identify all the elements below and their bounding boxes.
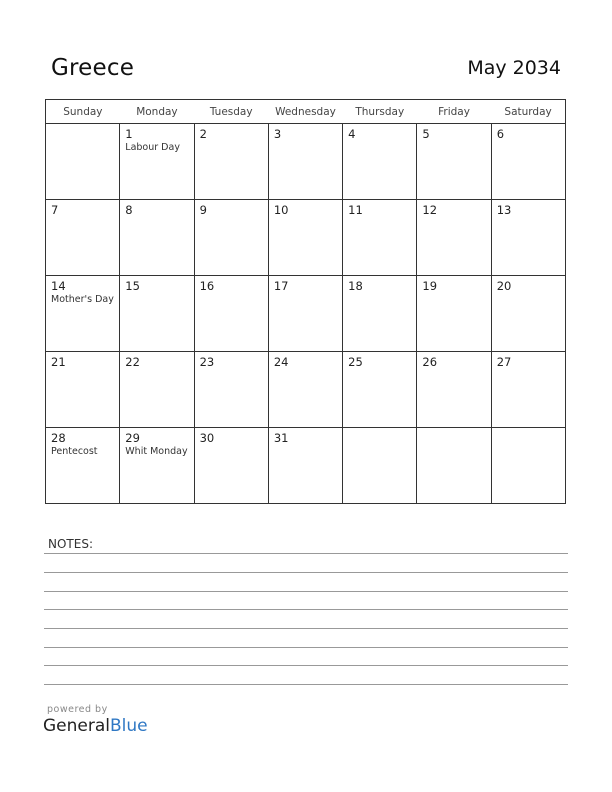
- day-cell: [491, 276, 565, 352]
- empty-day-cell: [417, 428, 491, 504]
- day-number: 28: [51, 431, 66, 445]
- note-line: [44, 665, 568, 666]
- weekday-saturday: Saturday: [491, 100, 565, 124]
- day-number: 20: [496, 279, 512, 293]
- day-number: 24: [273, 355, 289, 369]
- day-number: 14: [51, 279, 66, 293]
- country-title: Greece: [51, 55, 135, 81]
- day-number: 8: [125, 203, 133, 217]
- day-cell: [120, 428, 194, 504]
- weekday-wednesday: Wednesday: [268, 100, 342, 124]
- day-number: 3: [273, 127, 282, 141]
- day-number: 19: [422, 279, 438, 293]
- day-number: 29: [125, 431, 140, 445]
- day-number: 22: [125, 355, 140, 369]
- weekday-monday: Monday: [120, 100, 194, 124]
- week-row: [46, 428, 566, 504]
- week-row: [46, 352, 566, 428]
- day-cell: [194, 124, 268, 200]
- day-number: 18: [348, 279, 363, 293]
- day-cell: [268, 124, 342, 200]
- day-cell: [268, 276, 342, 352]
- day-number: 21: [51, 355, 66, 369]
- day-number: 10: [273, 203, 289, 217]
- day-cell: [194, 352, 268, 428]
- day-number: 13: [496, 203, 512, 217]
- day-cell: [491, 124, 565, 200]
- holiday-label: Mother's Day: [51, 294, 114, 305]
- day-cell: [46, 352, 120, 428]
- day-number: 2: [199, 127, 207, 141]
- day-cell: [343, 352, 417, 428]
- note-line: [44, 647, 568, 648]
- day-cell: [46, 428, 120, 504]
- logo-blue-text: Blue: [110, 716, 148, 736]
- week-row: [46, 200, 566, 276]
- weekday-tuesday: Tuesday: [194, 100, 268, 124]
- empty-day-cell: [491, 428, 565, 504]
- day-number: 11: [348, 203, 363, 217]
- day-cell: [417, 200, 491, 276]
- weekday-sunday: Sunday: [46, 100, 120, 124]
- day-cell: [120, 352, 194, 428]
- note-line: [44, 591, 568, 592]
- holiday-label: Whit Monday: [125, 446, 188, 457]
- day-cell: [46, 276, 120, 352]
- day-cell: [46, 200, 120, 276]
- day-number: 27: [496, 355, 512, 369]
- day-number: 4: [348, 127, 356, 141]
- day-cell: [194, 200, 268, 276]
- day-cell: [417, 352, 491, 428]
- day-number: 15: [125, 279, 140, 293]
- day-number: 16: [199, 279, 215, 293]
- day-cell: [120, 124, 194, 200]
- weekday-thursday: Thursday: [343, 100, 417, 124]
- day-cell: [343, 200, 417, 276]
- note-line: [44, 553, 568, 554]
- day-number: 23: [199, 355, 215, 369]
- day-cell: [343, 276, 417, 352]
- day-cell: [491, 352, 565, 428]
- day-cell: [268, 352, 342, 428]
- holiday-label: Labour Day: [125, 142, 180, 153]
- day-cell: [268, 200, 342, 276]
- day-cell: [268, 428, 342, 504]
- empty-day-cell: [343, 428, 417, 504]
- day-number: 30: [199, 431, 215, 445]
- day-number: 5: [422, 127, 430, 141]
- day-number: 12: [422, 203, 438, 217]
- day-cell: [120, 276, 194, 352]
- logo-general-text: General: [43, 716, 110, 736]
- day-number: 25: [348, 355, 363, 369]
- day-number: 31: [273, 431, 289, 445]
- day-cell: [343, 124, 417, 200]
- day-cell: [120, 200, 194, 276]
- note-line: [44, 684, 568, 685]
- weekday-header-row: [46, 100, 566, 124]
- day-cell: [194, 276, 268, 352]
- day-number: 26: [422, 355, 438, 369]
- empty-day-cell: [46, 124, 120, 200]
- notes-label: NOTES:: [48, 537, 93, 551]
- powered-by-text: powered by: [47, 704, 108, 715]
- week-row: [46, 124, 566, 200]
- day-cell: [194, 428, 268, 504]
- day-number: 17: [273, 279, 289, 293]
- day-number: 7: [51, 203, 59, 217]
- day-cell: [417, 276, 491, 352]
- day-number: 6: [496, 127, 505, 141]
- day-number: 9: [199, 203, 207, 217]
- month-year-title: May 2034: [467, 57, 561, 79]
- holiday-label: Pentecost: [51, 446, 98, 457]
- generalblue-logo: [43, 716, 148, 736]
- note-line: [44, 572, 568, 573]
- day-cell: [491, 200, 565, 276]
- week-row: [46, 276, 566, 352]
- note-line: [44, 628, 568, 629]
- day-number: 1: [125, 127, 133, 141]
- calendar-grid: [45, 99, 566, 504]
- note-line: [44, 609, 568, 610]
- weekday-friday: Friday: [417, 100, 491, 124]
- day-cell: [417, 124, 491, 200]
